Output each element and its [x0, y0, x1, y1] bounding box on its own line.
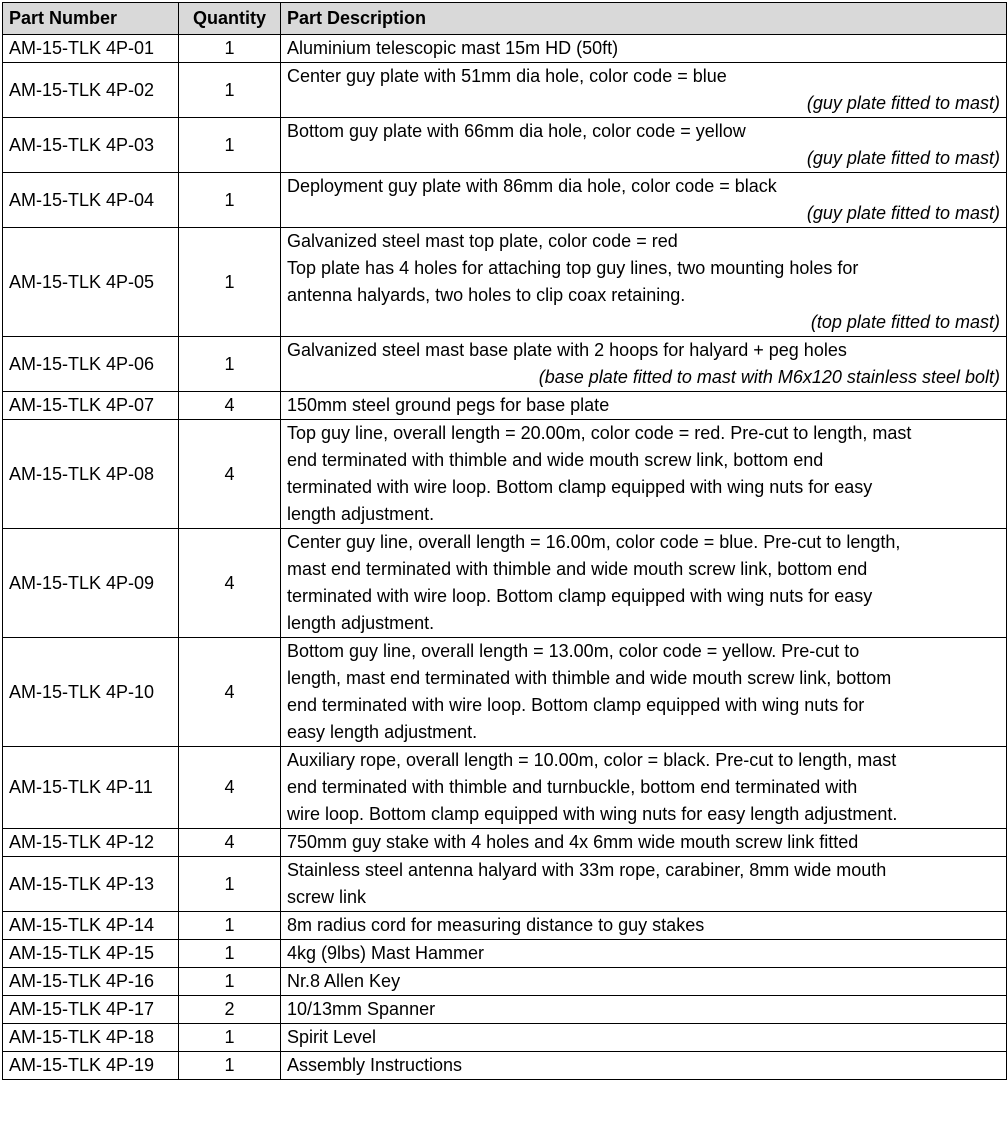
quantity-cell: 4 [179, 392, 281, 420]
description-cell [281, 228, 1007, 337]
description-cell [281, 912, 1007, 940]
quantity-cell: 1 [179, 337, 281, 392]
parts-table-body [3, 35, 1007, 1080]
part-number-cell: AM-15-TLK 4P-18 [3, 1024, 179, 1052]
part-number-cell: AM-15-TLK 4P-04 [3, 173, 179, 228]
description-note: (guy plate fitted to mast) [806, 203, 1000, 223]
table-row [3, 337, 1007, 392]
part-number-cell: AM-15-TLK 4P-14 [3, 912, 179, 940]
table-row [3, 747, 1007, 829]
description-line: screw link [287, 887, 367, 907]
description-note: (base plate fitted to mast with M6x120 stainless steel bolt) [538, 367, 1000, 387]
table-row [3, 857, 1007, 912]
description-line: length adjustment. [287, 504, 435, 524]
quantity-cell: 1 [179, 35, 281, 63]
table-row [3, 173, 1007, 228]
description-line: antenna halyards, two holes to clip coax retaining. [287, 285, 686, 305]
part-number-cell: AM-15-TLK 4P-07 [3, 392, 179, 420]
part-number-cell: AM-15-TLK 4P-12 [3, 829, 179, 857]
description-line: Center guy line, overall length = 16.00m, color code = blue. Pre-cut to length, [287, 532, 901, 552]
description-cell [281, 940, 1007, 968]
description-line: end terminated with wire loop. Bottom clamp equipped with wing nuts for [287, 695, 865, 715]
description-line: Nr.8 Allen Key [287, 971, 401, 991]
table-row [3, 1052, 1007, 1080]
quantity-cell: 1 [179, 940, 281, 968]
quantity-cell: 4 [179, 747, 281, 829]
part-number-cell: AM-15-TLK 4P-06 [3, 337, 179, 392]
table-row [3, 912, 1007, 940]
description-line: Spirit Level [287, 1027, 377, 1047]
part-number-cell: AM-15-TLK 4P-08 [3, 420, 179, 529]
table-row [3, 996, 1007, 1024]
part-number-cell: AM-15-TLK 4P-13 [3, 857, 179, 912]
table-row [3, 1024, 1007, 1052]
description-line: terminated with wire loop. Bottom clamp equipped with wing nuts for easy [287, 477, 873, 497]
description-cell [281, 529, 1007, 638]
description-cell [281, 1024, 1007, 1052]
description-line: easy length adjustment. [287, 722, 478, 742]
quantity-cell: 2 [179, 996, 281, 1024]
quantity-cell: 1 [179, 1052, 281, 1080]
header-description: Part Description [281, 3, 1007, 35]
parts-table [2, 2, 1007, 1080]
description-cell [281, 35, 1007, 63]
description-cell [281, 1052, 1007, 1080]
description-line: Bottom guy plate with 66mm dia hole, color code = yellow [287, 121, 746, 141]
table-row [3, 940, 1007, 968]
description-line: 4kg (9lbs) Mast Hammer [287, 943, 485, 963]
table-row [3, 638, 1007, 747]
description-line: Galvanized steel mast base plate with 2 hoops for halyard + peg holes [287, 340, 847, 360]
description-line: 750mm guy stake with 4 holes and 4x 6mm wide mouth screw link fitted [287, 832, 859, 852]
part-number-cell: AM-15-TLK 4P-05 [3, 228, 179, 337]
description-line: Top plate has 4 holes for attaching top guy lines, two mounting holes for [287, 258, 859, 278]
description-line: terminated with wire loop. Bottom clamp equipped with wing nuts for easy [287, 586, 873, 606]
description-cell [281, 638, 1007, 747]
description-line: Stainless steel antenna halyard with 33m rope, carabiner, 8mm wide mouth [287, 860, 887, 880]
description-line: length, mast end terminated with thimble and wide mouth screw link, bottom [287, 668, 892, 688]
table-row [3, 420, 1007, 529]
description-line: mast end terminated with thimble and wide mouth screw link, bottom end [287, 559, 868, 579]
description-line: Top guy line, overall length = 20.00m, color code = red. Pre-cut to length, mast [287, 423, 912, 443]
header-quantity: Quantity [179, 3, 281, 35]
description-line: Bottom guy line, overall length = 13.00m, color code = yellow. Pre-cut to [287, 641, 860, 661]
description-cell [281, 968, 1007, 996]
description-line: Deployment guy plate with 86mm dia hole, color code = black [287, 176, 777, 196]
description-note: (guy plate fitted to mast) [806, 93, 1000, 113]
description-line: 8m radius cord for measuring distance to guy stakes [287, 915, 705, 935]
part-number-cell: AM-15-TLK 4P-02 [3, 63, 179, 118]
description-line: Assembly Instructions [287, 1055, 463, 1075]
description-cell [281, 829, 1007, 857]
table-row [3, 392, 1007, 420]
description-line: Aluminium telescopic mast 15m HD (50ft) [287, 38, 619, 58]
table-row [3, 228, 1007, 337]
part-number-cell: AM-15-TLK 4P-03 [3, 118, 179, 173]
part-number-cell: AM-15-TLK 4P-09 [3, 529, 179, 638]
description-line: end terminated with thimble and wide mouth screw link, bottom end [287, 450, 824, 470]
description-line: wire loop. Bottom clamp equipped with wing nuts for easy length adjustment. [287, 804, 898, 824]
description-cell [281, 118, 1007, 173]
description-line: Auxiliary rope, overall length = 10.00m, color = black. Pre-cut to length, mast [287, 750, 897, 770]
description-line: Galvanized steel mast top plate, color code = red [287, 231, 678, 251]
quantity-cell: 1 [179, 968, 281, 996]
description-line: Center guy plate with 51mm dia hole, color code = blue [287, 66, 727, 86]
description-cell [281, 63, 1007, 118]
table-row [3, 118, 1007, 173]
table-row [3, 529, 1007, 638]
quantity-cell: 4 [179, 420, 281, 529]
description-line: end terminated with thimble and turnbuckle, bottom end terminated with [287, 777, 858, 797]
part-number-cell: AM-15-TLK 4P-16 [3, 968, 179, 996]
table-row [3, 35, 1007, 63]
part-number-cell: AM-15-TLK 4P-10 [3, 638, 179, 747]
table-row [3, 829, 1007, 857]
description-cell [281, 420, 1007, 529]
description-cell [281, 392, 1007, 420]
table-header-row [3, 3, 1007, 35]
description-cell [281, 337, 1007, 392]
description-cell [281, 857, 1007, 912]
description-cell [281, 996, 1007, 1024]
quantity-cell: 1 [179, 912, 281, 940]
description-line: 150mm steel ground pegs for base plate [287, 395, 610, 415]
quantity-cell: 4 [179, 529, 281, 638]
quantity-cell: 1 [179, 63, 281, 118]
description-line: 10/13mm Spanner [287, 999, 436, 1019]
quantity-cell: 1 [179, 118, 281, 173]
description-cell [281, 747, 1007, 829]
quantity-cell: 4 [179, 638, 281, 747]
quantity-cell: 1 [179, 173, 281, 228]
part-number-cell: AM-15-TLK 4P-19 [3, 1052, 179, 1080]
part-number-cell: AM-15-TLK 4P-01 [3, 35, 179, 63]
quantity-cell: 4 [179, 829, 281, 857]
description-note: (guy plate fitted to mast) [806, 148, 1000, 168]
header-part-number: Part Number [3, 3, 179, 35]
part-number-cell: AM-15-TLK 4P-15 [3, 940, 179, 968]
description-line: length adjustment. [287, 613, 435, 633]
description-cell [281, 173, 1007, 228]
quantity-cell: 1 [179, 228, 281, 337]
table-row [3, 63, 1007, 118]
quantity-cell: 1 [179, 857, 281, 912]
part-number-cell: AM-15-TLK 4P-11 [3, 747, 179, 829]
quantity-cell: 1 [179, 1024, 281, 1052]
part-number-cell: AM-15-TLK 4P-17 [3, 996, 179, 1024]
description-note: (top plate fitted to mast) [810, 312, 1000, 332]
table-row [3, 968, 1007, 996]
